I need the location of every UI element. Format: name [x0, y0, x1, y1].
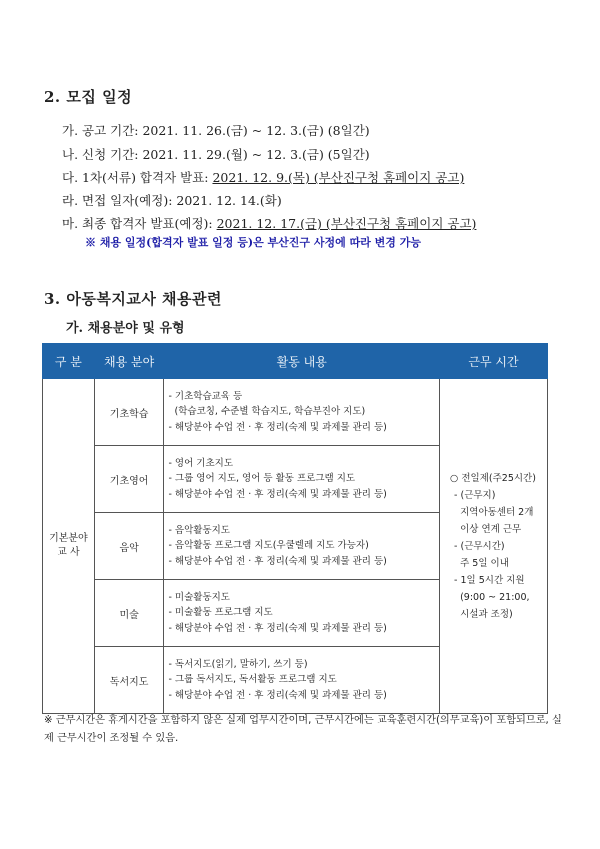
header-field: 채용 분야 [94, 344, 164, 379]
header-activities: 활동 내용 [164, 344, 440, 379]
schedule-item-d: 라. 면접 일자(예정): 2021. 12. 14.(화) [62, 193, 282, 208]
activity-line: - 기초학습교육 등 [168, 390, 243, 402]
work-time-line: 이상 연계 근무 [454, 523, 522, 535]
schedule-item-c-label: 다. 1차(서류) 합격자 발표: [62, 170, 213, 185]
field-cell: 기초학습 [94, 379, 164, 446]
schedule-item-c-date: 2021. 12. 9.(목) (부산진구청 홈페이지 공고) [212, 170, 465, 185]
activities-cell [164, 379, 440, 446]
schedule-note: ※ 채용 일정(합격자 발표 일정 등)은 부산진구 사정에 따라 변경 가능 [85, 236, 421, 249]
schedule-item-e [62, 214, 476, 232]
activity-line: - 음악활동 프로그램 지도(우쿨렐레 지도 가능자) [168, 540, 369, 552]
work-time-line: 시설과 조정) [454, 608, 513, 620]
schedule-item-c [62, 168, 464, 186]
activities-cell [164, 580, 440, 647]
activity-line: - 그룹 영어 지도, 영어 등 활동 프로그램 지도 [168, 473, 356, 485]
schedule-item-e-label: 마. 최종 합격자 발표(예정): [62, 216, 217, 231]
activity-line: - 해당분야 수업 전 · 후 정리(숙제 및 과제물 관리 등) [168, 555, 387, 567]
activity-line: - 해당분야 수업 전 · 후 정리(숙제 및 과제물 관리 등) [168, 488, 387, 500]
activities-cell [164, 647, 440, 714]
footnote: ※ 근무시간은 휴게시간을 포함하지 않은 실제 업무시간이며, 근무시간에는 교육훈련시간(의무교육)이 포함되므로, 실제 근무시간이 조정될 수 있음. [44, 715, 562, 744]
work-time-line: (9:00 ~ 21:00, [454, 591, 530, 603]
activity-line: - 해당분야 수업 전 · 후 정리(숙제 및 과제물 관리 등) [168, 689, 387, 701]
activities-cell [164, 513, 440, 580]
work-time-line: - 1일 5시간 지원 [454, 574, 525, 586]
field-cell: 기초영어 [94, 446, 164, 513]
header-category: 구 분 [43, 344, 95, 379]
category-cell [43, 379, 95, 714]
schedule-item-e-date: 2021. 12. 17.(금) (부산진구청 홈페이지 공고) [216, 216, 477, 231]
section-2-title: 2. 모집 일정 [44, 88, 133, 106]
section-3-subtitle: 가. 채용분야 및 유형 [66, 321, 185, 336]
schedule-item-a: 가. 공고 기간: 2021. 11. 26.(금) ~ 12. 3.(금) (8일간) [62, 123, 370, 138]
activity-line: - 음악활동지도 [168, 524, 230, 536]
work-time-line: ○ 전일제(주25시간) [450, 472, 536, 484]
section-3-title: 3. 아동복지교사 채용관련 [44, 290, 223, 308]
work-time-line: - (근무지) [454, 489, 496, 501]
activity-line: - 독서지도(읽기, 말하기, 쓰기 등) [168, 658, 308, 670]
field-cell: 독서지도 [94, 647, 164, 714]
schedule-item-b: 나. 신청 기간: 2021. 11. 29.(월) ~ 12. 3.(금) (5일간) [62, 147, 370, 162]
category-text: 기본분야 교 사 [49, 533, 88, 558]
table-row [43, 379, 548, 446]
activity-line: - 미술활동 프로그램 지도 [168, 607, 273, 619]
recruitment-table [42, 343, 548, 714]
activity-line: - 영어 기초지도 [168, 457, 233, 469]
work-time-line: - (근무시간) [454, 540, 505, 552]
table-header-row [43, 344, 548, 379]
activity-line: (학습코칭, 수준별 학습지도, 학습부진아 지도) [168, 406, 366, 418]
activity-line: - 해당분야 수업 전 · 후 정리(숙제 및 과제물 관리 등) [168, 421, 387, 433]
activity-line: - 해당분야 수업 전 · 후 정리(숙제 및 과제물 관리 등) [168, 622, 387, 634]
header-work-time: 근무 시간 [440, 344, 548, 379]
activity-line: - 그룹 독서지도, 독서활동 프로그램 지도 [168, 674, 337, 686]
activities-cell [164, 446, 440, 513]
activity-line: - 미술활동지도 [168, 591, 230, 603]
work-time-cell [440, 379, 548, 714]
work-time-line: 주 5일 이내 [454, 557, 509, 569]
work-time-line: 지역아동센터 2개 [454, 506, 534, 518]
field-cell: 음악 [94, 513, 164, 580]
field-cell: 미술 [94, 580, 164, 647]
